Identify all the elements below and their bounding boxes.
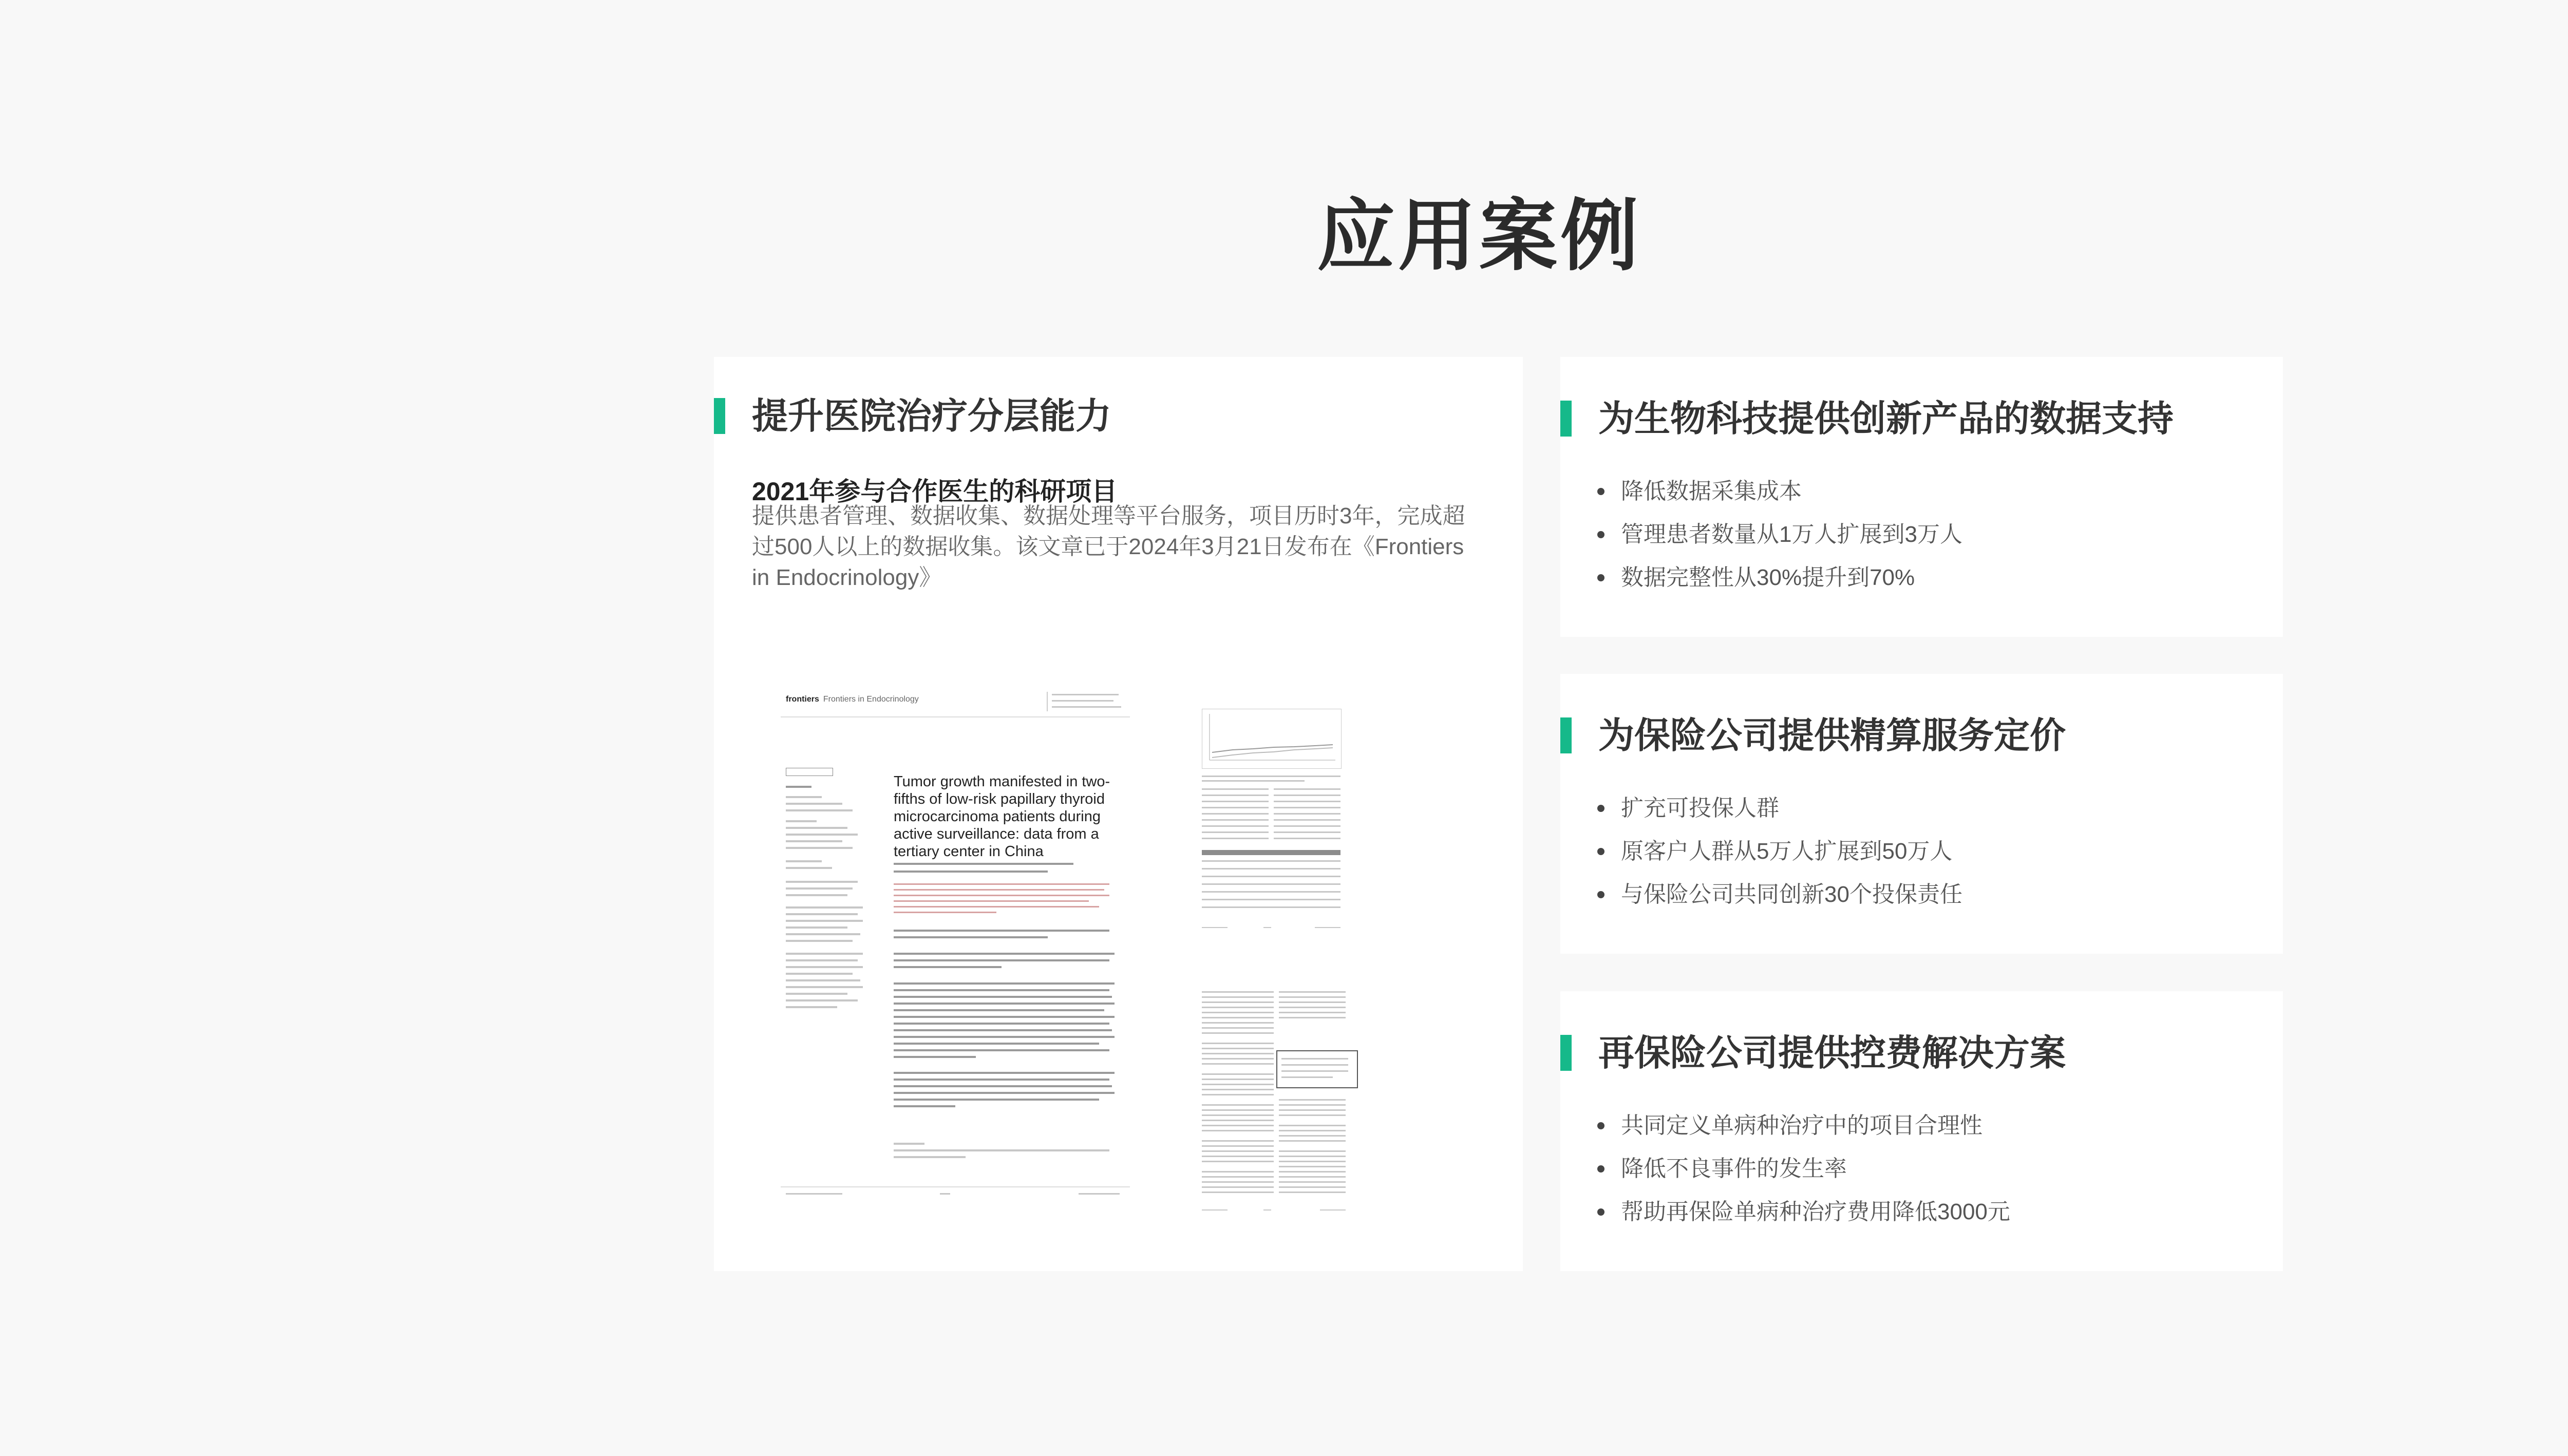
paper-highlight-box	[1276, 1050, 1358, 1088]
benefit-item: 与保险公司共同创新30个投保责任	[1597, 873, 1962, 916]
page-title: 应用案例	[1317, 193, 1641, 280]
case-card-hospital	[714, 357, 1523, 1271]
bullet-dot-icon	[1597, 848, 1604, 855]
benefit-list	[1597, 470, 1962, 599]
paper-title: Tumor growth manifested in two-fifths of low-risk papillary thyroid microcarcinoma patients during active surveillance: data from a tertiary center in China	[894, 773, 1110, 860]
bullet-dot-icon	[1597, 805, 1604, 812]
paper-thumbnail-main	[781, 686, 1130, 1204]
benefit-item: 原客户人群从5万人扩展到50万人	[1597, 830, 1962, 873]
case-heading: 为生物科技提供创新产品的数据支持	[1560, 401, 2174, 437]
paper-meta-block	[1047, 692, 1125, 711]
paper-journal-logo: frontiers Frontiers in Endocrinology	[786, 695, 919, 704]
bullet-dot-icon	[1597, 488, 1604, 495]
benefit-item: 管理患者数量从1万人扩展到3万人	[1597, 513, 1962, 556]
project-description: 提供患者管理、数据收集、数据处理等平台服务，项目历时3年，完成超过500人以上的数据收集。该文章已于2024年3月21日发布在《Frontiers in Endocrinology》	[752, 503, 1465, 590]
benefit-item: 降低数据采集成本	[1597, 470, 1962, 513]
bullet-dot-icon	[1597, 1208, 1604, 1216]
bullet-dot-icon	[1597, 531, 1604, 538]
benefit-item: 帮助再保险单病种治疗费用降低3000元	[1597, 1190, 2010, 1234]
benefit-item: 降低不良事件的发生率	[1597, 1147, 2010, 1190]
paper-thumbnail-page-2	[1186, 686, 1356, 932]
case-heading: 为保险公司提供精算服务定价	[1560, 717, 2066, 753]
bullet-dot-icon	[1597, 1165, 1604, 1173]
paper-thumbnail-page-3	[1186, 976, 1356, 1217]
case-card-insurance	[1560, 674, 2283, 954]
case-card-biotech	[1560, 357, 2283, 637]
benefit-item: 数据完整性从30%提升到70%	[1597, 556, 1962, 599]
case-heading: 再保险公司提供控费解决方案	[1560, 1035, 2066, 1071]
benefit-list	[1597, 1104, 2010, 1234]
case-heading: 提升医院治疗分层能力	[714, 398, 1111, 434]
bullet-dot-icon	[1597, 574, 1604, 581]
benefit-item: 扩充可投保人群	[1597, 787, 1962, 830]
benefit-list	[1597, 787, 1962, 916]
benefit-item: 共同定义单病种治疗中的项目合理性	[1597, 1104, 2010, 1147]
paper-figure-chart	[1202, 709, 1340, 768]
bullet-dot-icon	[1597, 1122, 1604, 1129]
bullet-dot-icon	[1597, 891, 1604, 898]
case-card-reinsurance	[1560, 991, 2283, 1271]
project-title: 2021年参与合作医生的科研项目	[752, 477, 1118, 506]
